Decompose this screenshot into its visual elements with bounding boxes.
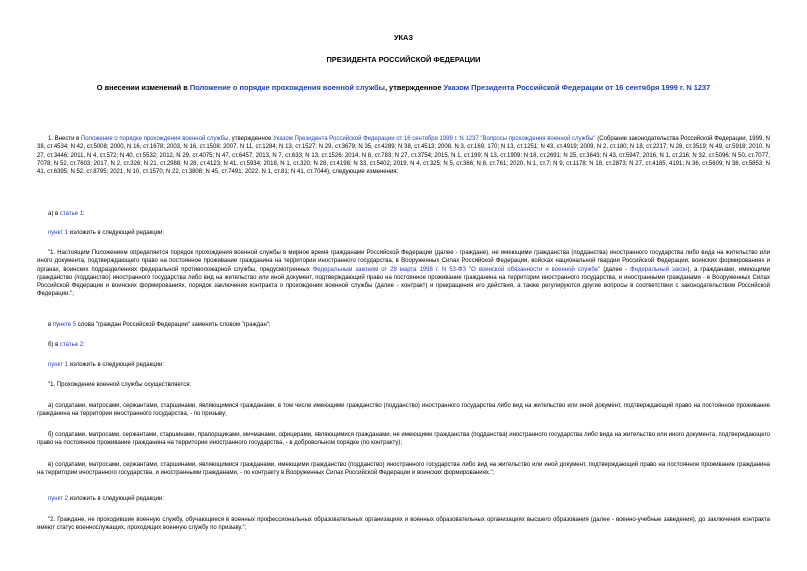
quote-subitem-b: б) солдатами, матросами, сержантами, старшинами, прапорщиками, мичманами, офицерами, являющимися гражданами, не имеющими гражданства (подданства) иностранного государства либо вида на жительство или иного документа, подтверждающего право на постоянное проживание гражданина на территории иностранного государства, - в добровольном порядке (по контракту); <box>37 432 770 447</box>
link-point-5[interactable]: пункте 5 <box>52 322 77 328</box>
item-a: а) в статье 1: <box>48 211 85 217</box>
quote-service-intro: "1. Прохождение военной службы осуществляется: <box>48 382 192 388</box>
link-article-1[interactable]: статье 1 <box>59 211 83 217</box>
quote-point-1: "1. Настоящим Положением определяется порядок прохождения военной службы в мирное время гражданами Российской Федерации (далее - граждане), не имеющими гражданства (подданства) иностранного государства либо вида на жительство или иного документа, подтверждающего право на постоянное проживание гражданина на территории иностранного государства, в Вооруженных Силах Российской Федерации, войсках национальной гвардии Российской Федерации, воинских формированиях и органах, воинских подразделениях федеральной противопожарной службы, предусмотренных Федеральным законом от 28 марта 1998 г. N 53-ФЗ "О воинской обязанности и военной службе" (далее - Федеральный закон), а гражданами, имеющими гражданство (подданство) иностранного государства либо вид на жительство или иной документ, подтверждающий право на постоянное проживание гражданина на территории иностранного государства, и иностранными гражданами - в Вооруженных Силах Российской Федерации и воинских формированиях, порядок заключения контракта о прохождении военной службы (далее - контракт) и прекращения его действия, а также регулируются другие вопросы в соответствии с законодательством Российской Федерации."; <box>37 250 770 298</box>
link-federal-law[interactable]: Федеральный закон <box>630 266 688 273</box>
item-a-point-5: в пункте 5 слова "граждан Российской Федерации" заменить словом "граждан"; <box>48 322 271 328</box>
link-article-2[interactable]: статье 2 <box>59 342 84 348</box>
quote-subitem-a: а) солдатами, матросами, сержантами, старшинами, являющимися гражданами, в том числе имеющими гражданство (подданство) иностранного государства либо вид на жительство или иной документ, подтверждающий право на постоянное проживание гражданина на территории иностранного государства, - по призыву; <box>37 403 770 418</box>
link-decree-ref[interactable]: Указом Президента Российской Федерации от 16 сентября 1999 г. N 1237 "Вопросы прохождения военной службы" <box>273 136 596 142</box>
link-point-1[interactable]: пункт 1 <box>48 230 69 236</box>
link-article-2-point-1[interactable]: пункт 1 <box>48 362 69 368</box>
quote-subitem-c: в) солдатами, матросами, сержантами, старшинами, являющимися гражданами, имеющими гражданство (подданство) иностранного государства либо вид на жительство или иной документ, подтверждающий право на постоянное проживание гражданина на территории иностранного государства, и иностранными гражданами, - по контракту в Вооруженных Силах Российской Федерации и воинских формированиях."; <box>37 462 770 477</box>
link-regulation-ref[interactable]: Положение о порядке прохождения военной службы <box>80 136 229 142</box>
link-regulation[interactable]: Положение о порядке прохождения военной службы <box>189 83 385 92</box>
item-a-point-1: пункт 1 изложить в следующей редакции: <box>48 230 165 236</box>
item-b-point-2: пункт 2 изложить в следующей редакции: <box>48 496 165 502</box>
decree-subtitle: О внесении изменений в Положение о порядке прохождения военной службы, утвержденное Указом Президента Российской Федерации от 16 сентября 1999 г. N 1237 <box>96 83 711 92</box>
link-federal-law-53[interactable]: Федеральным законом от 28 марта 1998 г. N 53-ФЗ "О воинской обязанности и военной службе" <box>312 266 601 273</box>
decree-title: УКАЗ <box>393 33 414 42</box>
paragraph-1: 1. Внести в Положение о порядке прохождения военной службы, утвержденное Указом Президента Российской Федерации от 16 сентября 1999 г. N 1237 "Вопросы прохождения военной службы" (Собрание законодательства Российской Федерации, 1999, N 38, ст.4534; N 42, ст.5008; 2000, N 16, ст.1678; 2003, N 16, ст.1508; 2007, N 11, ст.1284; N 13, ст.1527; N 29, ст.3679; N 35, ст.4289; N 38, ст.4513; 2008, N 3, ст.169, 170; N 13, ст.1251; N 43, ст.4919; 2009, N 2, ст.180; N 18, ст.2217; N 28, ст.3519; N 49, ст.5918; 2010, N 27, ст.3446; 2011, N 4, ст.572; N 40, ст.5532; 2012, N 29, ст.4075; N 47, ст.6457; 2013, N 7, ст.633; N 13, ст.1526; 2014, N 8, ст.783; N 27, ст.3754; 2015, N 1, ст.199; N 13, ст.1909; N 18, ст.2691; N 25, ст.3643; N 43, ст.5947; 2016, N 1, ст.216; N 32, ст.5096; N 50, ст.7077, 7078; N 52, ст.7603; 2017, N 2, ст.326; N 21, ст.2988; N 28, ст.4123; N 41, ст.5934; 2018, N 1, ст.320; N 28, ст.4198; N 33, ст.5402; 2019, N 4, ст.325; N 5, ст.366; N 8, ст.761; 2020, N 1, ст.7; N 9, ст.1178; N 18, ст.2873; N 27, ст.4185, 4191; N 36, ст.5609; N 38, ст.5853; N 41, ст.6395; N 52, ст.8795; 2021, N 10, ст.1570; N 22, ст.3808; N 45, ст.7491; 2022, N 1, ст.81; N 41, ст.7044), следующие изменения: <box>37 136 770 176</box>
item-b: б) в статье 2: <box>48 342 85 348</box>
decree-issuer: ПРЕЗИДЕНТА РОССИЙСКОЙ ФЕДЕРАЦИИ <box>326 55 481 64</box>
link-article-2-point-2[interactable]: пункт 2 <box>48 496 69 502</box>
quote-point-2: "2. Граждане, не проходившие военную службу, обучающиеся в военных профессиональных образовательных организациях и военных образовательных организациях высшего образования (далее - военно-учебные заведения), до заключения контракта имеют статус военнослужащих, проходящих военную службу по призыву."; <box>37 517 770 532</box>
link-decree-1237[interactable]: Указом Президента Российской Федерации от 16 сентября 1999 г. N 1237 <box>443 83 711 92</box>
item-b-point-1: пункт 1 изложить в следующей редакции: <box>48 362 165 368</box>
